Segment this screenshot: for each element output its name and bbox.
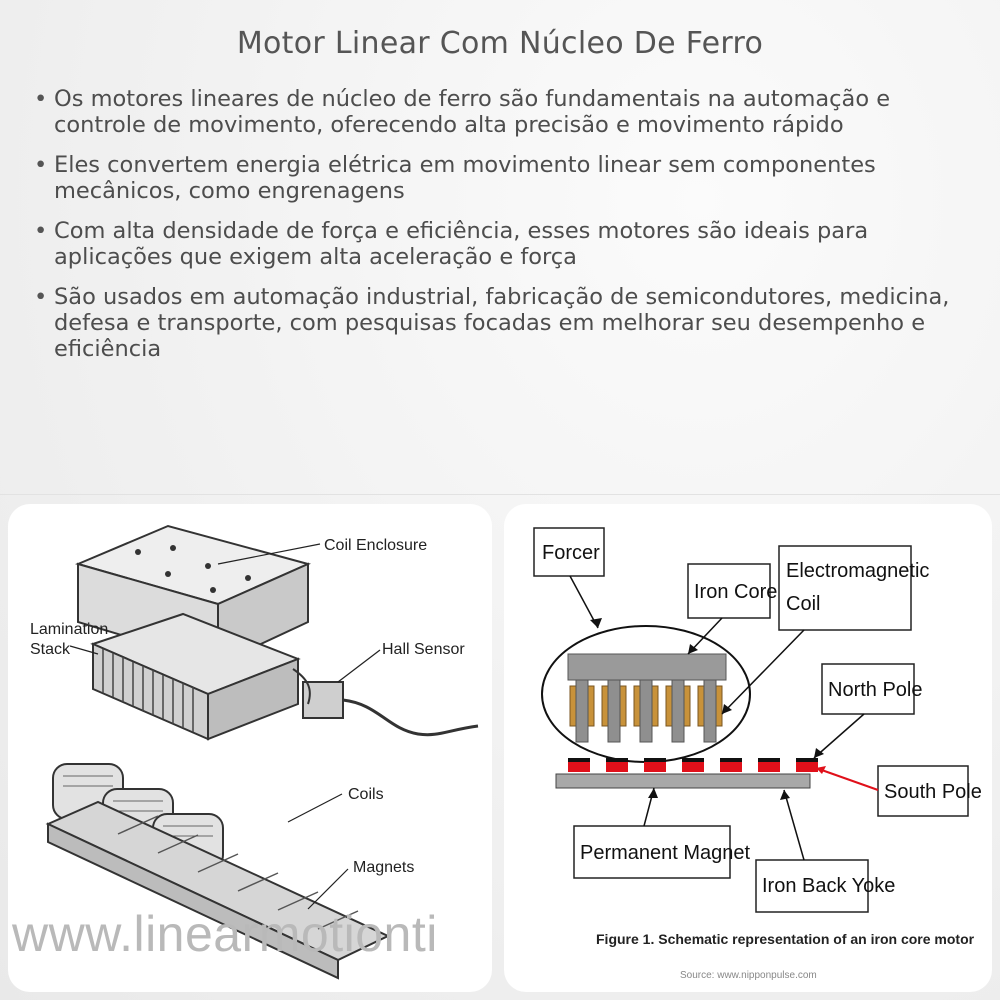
coil-box (779, 546, 911, 630)
section-divider (0, 494, 1000, 495)
label-coils: Coils (348, 786, 384, 803)
label-coil-line2: Coil (786, 593, 821, 615)
bullet-item: • São usados em automação industrial, fabricação de semicondutores, medicina, defesa e transporte, com pesquisas focadas em melhorar seu desempenho e eficiência (32, 284, 982, 362)
south-pole-arrow (816, 768, 878, 790)
label-iron-core: Iron Core (694, 581, 778, 603)
label-south-pole: South Pole (884, 781, 982, 803)
magnet-row (568, 758, 818, 772)
label-coil-enclosure: Coil Enclosure (324, 537, 428, 554)
figure-caption: Figure 1. Schematic representation of an iron core motor (596, 931, 975, 947)
bullet-list (32, 86, 982, 376)
label-north-pole: North Pole (828, 679, 923, 701)
core-teeth (570, 680, 722, 742)
bullet-item: • Os motores lineares de núcleo de ferro são fundamentais na automação e controle de movimento, oferecendo alta precisão e movimento rápido (32, 86, 982, 138)
label-back-yoke: Iron Back Yoke (762, 875, 896, 897)
label-permanent-magnet: Permanent Magnet (580, 842, 751, 864)
source-note: Source: www.nipponpulse.com (680, 970, 817, 981)
label-lamination-line1: Lamination (30, 621, 109, 638)
schematic-diagram (504, 504, 992, 992)
label-coil-line1: Electromagnetic (786, 560, 930, 582)
label-magnets: Magnets (353, 859, 415, 876)
schematic-illustration (504, 504, 992, 992)
page-title: Motor Linear Com Núcleo De Ferro (236, 26, 764, 61)
bullet-item: • Com alta densidade de força e eficiência, esses motores são ideais para aplicações que exigem alta aceleração e força (32, 218, 982, 270)
iron-core-bar (568, 654, 726, 680)
watermark-text: www.linearmotionti (12, 906, 438, 962)
label-forcer: Forcer (542, 542, 600, 564)
iron-back-yoke (556, 774, 810, 788)
bullet-item: • Eles convertem energia elétrica em movimento linear sem componentes mecânicos, como engrenagens (32, 152, 982, 204)
label-lamination-line2: Stack (30, 641, 71, 658)
label-hall-sensor: Hall Sensor (382, 641, 465, 658)
